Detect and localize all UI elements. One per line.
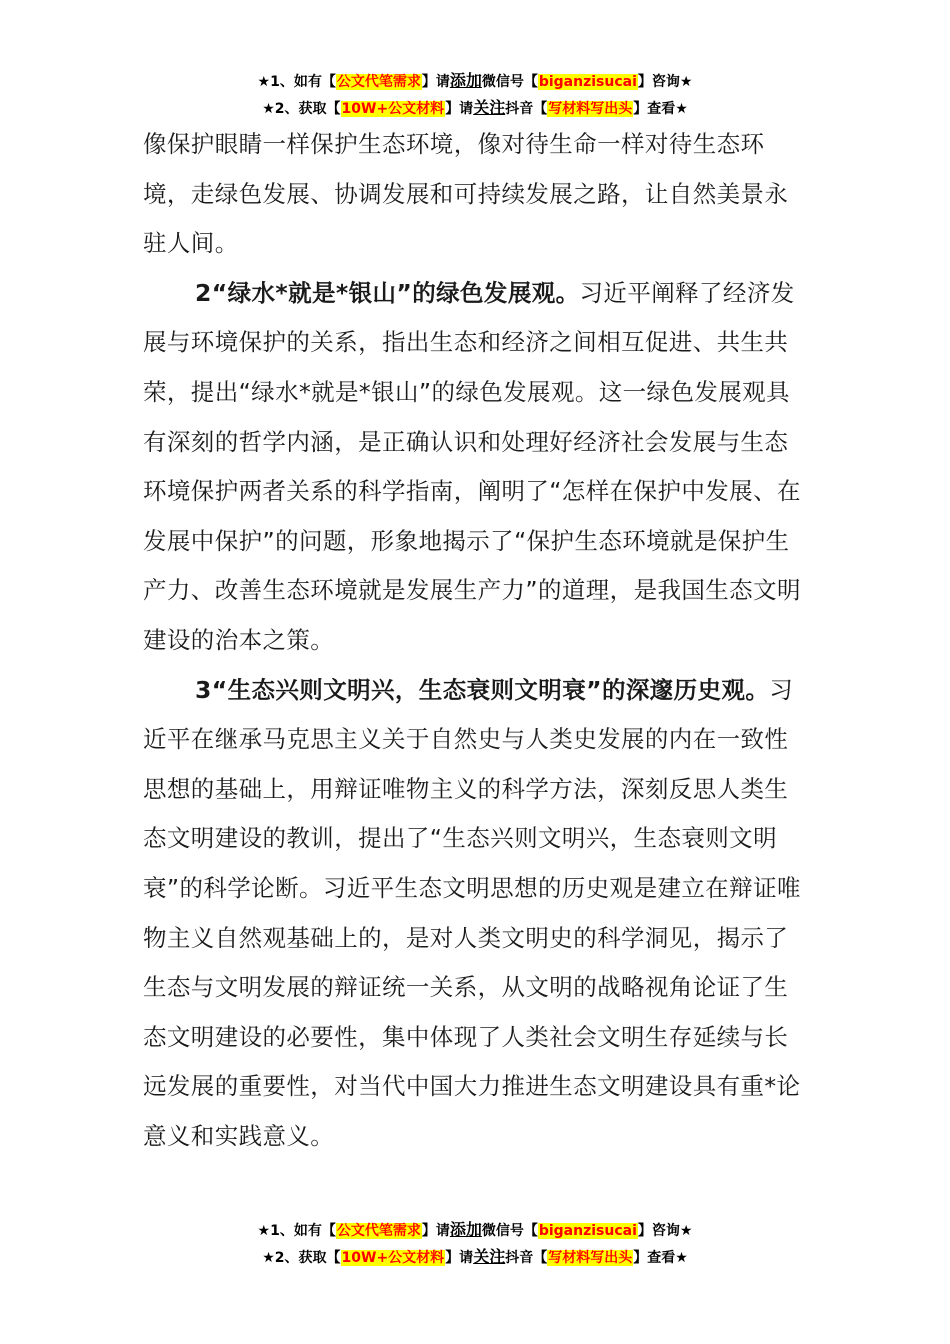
paragraph: 像保护眼睛一样保护生态环境，像对待生命一样对待生态环境，走绿色发展、协调发展和可持续发展之路，让自然美景永驻人间。 bbox=[143, 130, 789, 258]
banner-text: 抖音【 bbox=[505, 101, 548, 117]
banner-text: 】请 bbox=[421, 74, 450, 90]
emphasis-text: 添加 bbox=[449, 1220, 482, 1239]
banner-text: 】请 bbox=[445, 101, 474, 117]
document-body bbox=[143, 120, 807, 1161]
banner-text: ★1、如有【 bbox=[257, 1223, 336, 1239]
banner-text: ★2、获取【 bbox=[262, 1250, 341, 1266]
highlight-douyin-account: 写材料写出头 bbox=[548, 101, 633, 117]
emphasis-text: 关注 bbox=[473, 1247, 506, 1266]
banner-line-2 bbox=[0, 1244, 950, 1271]
banner-text: 】查看★ bbox=[633, 1250, 688, 1266]
paragraph-body: 习近平在继承马克思主义关于自然史与人类史发展的内在一致性思想的基础上，用辩证唯物主义的科学方法，深刻反思人类生态文明建设的教训，提出了“生态兴则文明兴，生态衰则文明衰”的科学论断。习近平生态文明思想的历史观是建立在辩证唯物主义自然观基础上的，是对人类文明史的科学洞见，揭示了生态与文明发展的辩证统一关系，从文明的战略视角论证了生态文明建设的必要性，集中体现了人类社会文明生存延续与长远发展的重要性，对当代中国大力推进生态文明建设具有重*论意义和实践意义。 bbox=[143, 675, 801, 1150]
banner-line-2 bbox=[0, 95, 950, 122]
footer-banner bbox=[0, 1217, 950, 1271]
banner-line-1 bbox=[0, 68, 950, 95]
highlight-wechat-id: biganzisucai bbox=[538, 74, 637, 90]
highlight-service: 公文代笔需求 bbox=[336, 1223, 421, 1239]
paragraph-heading: 3“生态兴则文明兴，生态衰则文明衰”的深邃历史观。 bbox=[195, 675, 770, 704]
banner-text: 】咨询★ bbox=[637, 1223, 693, 1239]
paragraph bbox=[143, 269, 807, 666]
banner-text: ★2、获取【 bbox=[262, 101, 341, 117]
highlight-douyin-account: 写材料写出头 bbox=[548, 1250, 633, 1266]
paragraph-body: 习近平阐释了经济发展与环境保护的关系，指出生态和经济之间相互促进、共生共荣，提出“绿水*就是*银山”的绿色发展观。这一绿色发展观具有深刻的哲学内涵，是正确认识和处理好经济社会发展与生态环境保护两者关系的科学指南，阐明了“怎样在保护中发展、在发展中保护”的问题，形象地揭示了“保护生态环境就是保护生产力、改善生态环境就是发展生产力”的道理，是我国生态文明建设的治本之策。 bbox=[143, 278, 801, 654]
banner-text: 】请 bbox=[445, 1250, 474, 1266]
paragraph bbox=[143, 666, 807, 1162]
highlight-materials: 10W+公文材料 bbox=[341, 101, 445, 117]
banner-text: 】查看★ bbox=[633, 101, 688, 117]
banner-text: 】咨询★ bbox=[637, 74, 693, 90]
banner-text: 微信号【 bbox=[481, 1223, 538, 1239]
banner-text: 】请 bbox=[421, 1223, 450, 1239]
banner-text: 抖音【 bbox=[505, 1250, 548, 1266]
highlight-wechat-id: biganzisucai bbox=[538, 1223, 637, 1239]
highlight-materials: 10W+公文材料 bbox=[341, 1250, 445, 1266]
banner-text: ★1、如有【 bbox=[257, 74, 336, 90]
highlight-service: 公文代笔需求 bbox=[336, 74, 421, 90]
emphasis-text: 关注 bbox=[473, 98, 506, 117]
header-banner bbox=[0, 68, 950, 122]
paragraph-heading: 2“绿水*就是*银山”的绿色发展观。 bbox=[195, 278, 580, 307]
banner-text: 微信号【 bbox=[481, 74, 538, 90]
emphasis-text: 添加 bbox=[449, 71, 482, 90]
banner-line-1 bbox=[0, 1217, 950, 1244]
